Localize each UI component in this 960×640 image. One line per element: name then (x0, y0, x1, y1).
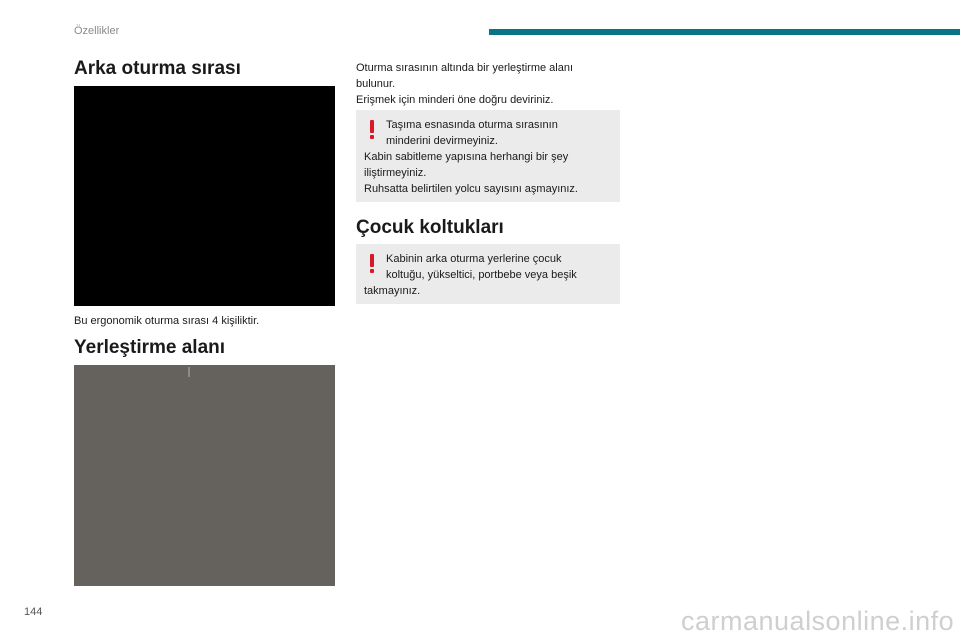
para-line: Oturma sırasının altında bir yerleştirme alanı (356, 62, 574, 74)
warning-line: minderini devirmeyiniz. (386, 135, 498, 147)
warning-line: koltuğu, yükseltici, portbebe veya beşik (386, 269, 577, 281)
para-line: bulunur. (356, 78, 396, 90)
para-line: Erişmek için minderi öne doğru deviriniz. (356, 94, 554, 106)
storage-paragraph (356, 60, 620, 108)
storage-area-photo (74, 365, 335, 586)
warning-line: Ruhsatta belirtilen yolcu sayısını aşmayınız. (364, 183, 578, 195)
warning-icon (364, 117, 382, 143)
section-label: Özellikler (74, 25, 120, 37)
photo-mark (188, 367, 190, 377)
warning-line: Taşıma esnasında oturma sırasının (386, 119, 558, 131)
rear-seat-caption: Bu ergonomik oturma sırası 4 kişiliktir. (74, 315, 260, 327)
heading-storage-area: Yerleştirme alanı (74, 337, 226, 358)
warning-line: Kabin sabitleme yapısına herhangi bir şey (364, 151, 569, 163)
watermark: carmanualsonline.info (681, 606, 955, 636)
heading-child-seats: Çocuk koltukları (356, 217, 504, 238)
header-accent-bar (489, 29, 960, 35)
heading-rear-seat: Arka oturma sırası (74, 58, 241, 79)
page-number: 144 (24, 606, 43, 618)
warning-line: Kabinin arka oturma yerlerine çocuk (386, 253, 562, 265)
warning-box-seat (356, 110, 620, 202)
rear-seat-photo (74, 86, 335, 306)
warning-icon (364, 251, 382, 277)
warning-line: takmayınız. (364, 285, 421, 297)
warning-line: iliştirmeyiniz. (364, 167, 427, 179)
warning-box-child (356, 244, 620, 304)
